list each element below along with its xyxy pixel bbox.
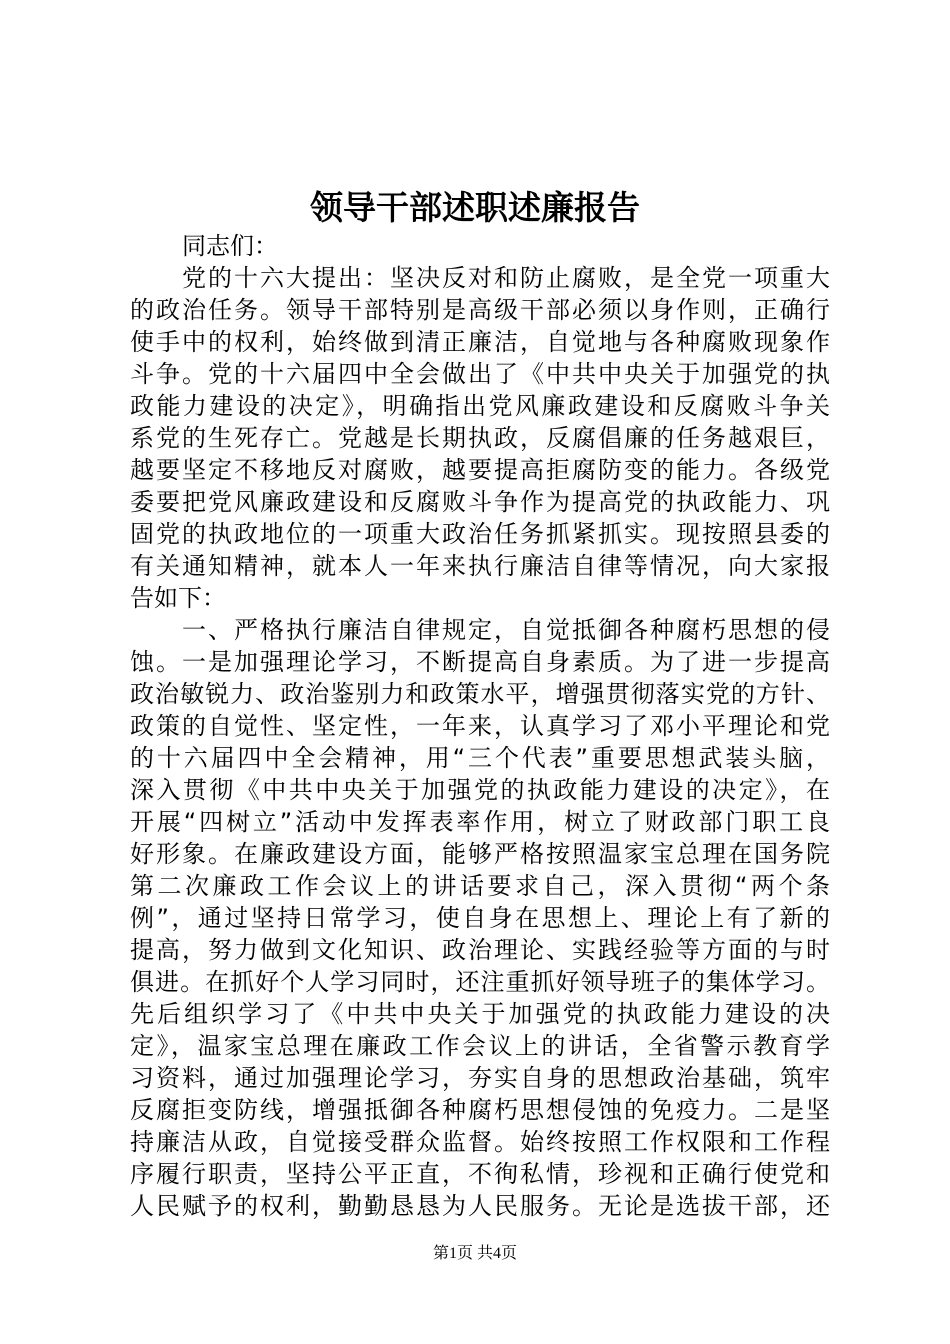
text-line: 俱进。在抓好个人学习同时，还注重抓好领导班子的集体学习。 [130,968,830,996]
text-line: 好形象。在廉政建设方面，能够严格按照温家宝总理在国务院 [130,840,830,868]
text-line: 持廉洁从政，自觉接受群众监督。始终按照工作权限和工作程 [130,1128,830,1156]
text-line: 人民赋予的权利，勤勤恳恳为人民服务。无论是选拔干部，还 [130,1192,830,1220]
text-line: 政治敏锐力、政治鉴别力和政策水平，增强贯彻落实党的方针、 [130,680,830,708]
text-line: 固党的执政地位的一项重大政治任务抓紧抓实。现按照县委的 [130,520,830,548]
text-line: 一、严格执行廉洁自律规定，自觉抵御各种腐朽思想的侵 [182,616,830,644]
text-line: 使手中的权利，始终做到清正廉洁，自觉地与各种腐败现象作 [130,328,830,356]
text-line: 习资料，通过加强理论学习，夯实自身的思想政治基础，筑牢 [130,1064,830,1092]
text-line: 提高，努力做到文化知识、政治理论、实践经验等方面的与时 [130,936,830,964]
text-line: 的政治任务。领导干部特别是高级干部必须以身作则，正确行 [130,296,830,324]
text-line: 定》，温家宝总理在廉政工作会议上的讲话，全省警示教育学 [130,1032,830,1060]
text-line: 告如下： [130,584,226,612]
salutation: 同志们： [182,232,278,260]
text-line: 的十六届四中全会精神，用“三个代表”重要思想武装头脑， [130,744,830,772]
text-line: 委要把党风廉政建设和反腐败斗争作为提高党的执政能力、巩 [130,488,830,516]
document-title: 领导干部述职述廉报告 [310,188,640,227]
document-body [130,230,830,1222]
text-line: 斗争。党的十六届四中全会做出了《中共中央关于加强党的执 [130,360,830,388]
text-line: 例”，通过坚持日常学习，使自身在思想上、理论上有了新的 [130,904,830,932]
text-line: 越要坚定不移地反对腐败，越要提高拒腐防变的能力。各级党 [130,456,830,484]
text-line: 政策的自觉性、坚定性，一年来，认真学习了邓小平理论和党 [130,712,830,740]
paragraph-1 [130,262,830,614]
text-line: 政能力建设的决定》，明确指出党风廉政建设和反腐败斗争关 [130,392,830,420]
text-line: 系党的生死存亡。党越是长期执政，反腐倡廉的任务越艰巨， [130,424,830,452]
text-line: 反腐拒变防线，增强抵御各种腐朽思想侵蚀的免疫力。二是坚 [130,1096,830,1124]
text-line: 深入贯彻《中共中央关于加强党的执政能力建设的决定》，在 [130,776,830,804]
text-line: 有关通知精神，就本人一年来执行廉洁自律等情况，向大家报 [130,552,830,580]
page-footer: 第1页 共4页 [432,1245,517,1262]
text-line: 先后组织学习了《中共中央关于加强党的执政能力建设的决 [130,1000,830,1028]
text-line: 党的十六大提出：坚决反对和防止腐败，是全党一项重大 [182,264,830,292]
text-line: 序履行职责，坚持公平正直，不徇私情，珍视和正确行使党和 [130,1160,830,1188]
text-line: 开展“四树立”活动中发挥表率作用，树立了财政部门职工良 [130,808,830,836]
text-line: 蚀。一是加强理论学习，不断提高自身素质。为了进一步提高 [130,648,830,676]
text-line: 第二次廉政工作会议上的讲话要求自己，深入贯彻“两个条 [130,872,830,900]
paragraph-2 [130,614,830,1222]
